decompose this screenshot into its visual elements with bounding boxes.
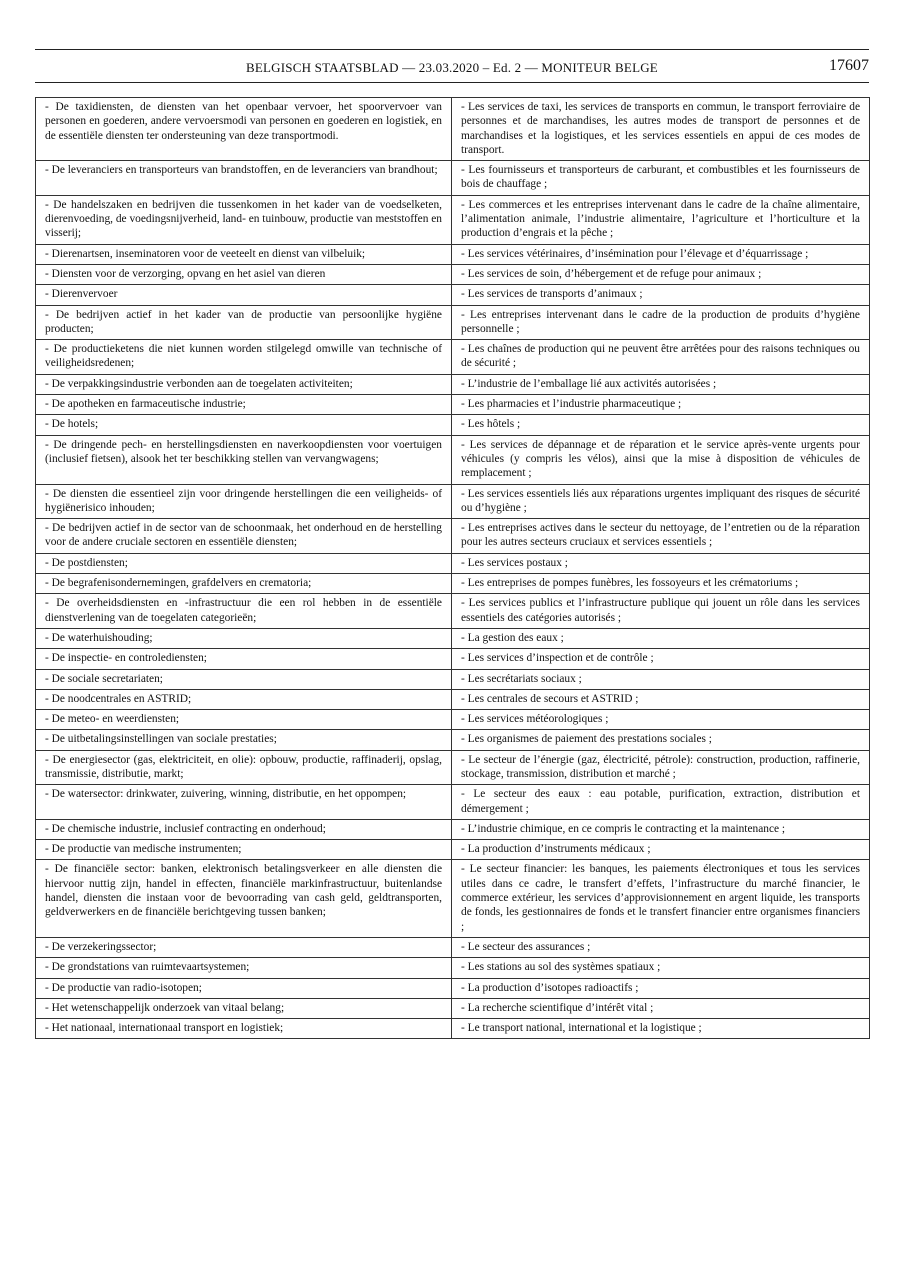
table-row	[36, 195, 870, 244]
table-row	[36, 264, 870, 284]
table-row	[36, 860, 870, 937]
dutch-cell: - De financiële sector: banken, elektronisch betalingsverkeer en alle diensten die hiervoor nuttig zijn, handel in effecten, financiële markinfrastructuur, buitenlandse handel, diensten die instaan voor de bevoorrading van cash geld, geldtransporten, geldverwerkers en de financiële berichtgeving tussen banken;	[36, 860, 452, 937]
french-cell: - Les hôtels ;	[452, 415, 870, 435]
table-row	[36, 374, 870, 394]
header-top-rule	[35, 49, 869, 50]
dutch-cell: - De productie van medische instrumenten;	[36, 840, 452, 860]
french-cell: - L’industrie de l’emballage lié aux activités autorisées ;	[452, 374, 870, 394]
table-row	[36, 840, 870, 860]
french-cell: - Les commerces et les entreprises intervenant dans le cadre de la chaîne alimentaire, l’alimentation animale, l’industrie alimentaire, l’agriculture et l’horticulture et la production d’engrais et la pêche ;	[452, 195, 870, 244]
dutch-cell: - De leveranciers en transporteurs van brandstoffen, en de leveranciers van brandhout;	[36, 161, 452, 196]
header-title: BELGISCH STAATSBLAD — 23.03.2020 – Ed. 2 — MONITEUR BELGE	[246, 60, 658, 75]
french-cell: - Les entreprises intervenant dans le cadre de la production de produits d’hygiène personnelle ;	[452, 305, 870, 340]
dutch-cell: - De overheidsdiensten en -infrastructuur die een rol hebben in de essentiële dienstverlening van de toegelaten categorieën;	[36, 594, 452, 629]
dutch-cell: - De noodcentrales en ASTRID;	[36, 689, 452, 709]
french-cell: - Les services de soin, d’hébergement et de refuge pour animaux ;	[452, 264, 870, 284]
dutch-cell: - De energiesector (gas, elektriciteit, en olie): opbouw, productie, raffinaderij, opslag, transmissie, distributie, markt;	[36, 750, 452, 785]
table-row	[36, 1019, 870, 1039]
table-row	[36, 415, 870, 435]
french-cell: - L’industrie chimique, en ce compris le contracting et la maintenance ;	[452, 819, 870, 839]
dutch-cell: - Het nationaal, internationaal transport en logistiek;	[36, 1019, 452, 1039]
french-cell: - Les services d’inspection et de contrôle ;	[452, 649, 870, 669]
table-row	[36, 553, 870, 573]
french-cell: - Les services de taxi, les services de transports en commun, le transport ferroviaire de personnes et de marchandises, les autres modes de transport de personnes et de marchandises et la logistiques, et les services essentiels en appui de ces modes de transport.	[452, 98, 870, 161]
dutch-cell: - De uitbetalingsinstellingen van sociale prestaties;	[36, 730, 452, 750]
dutch-cell: - De verzekeringssector;	[36, 937, 452, 957]
dutch-cell: - Dierenvervoer	[36, 285, 452, 305]
french-cell: - Les entreprises de pompes funèbres, les fossoyeurs et les crématoriums ;	[452, 574, 870, 594]
french-cell: - Les secrétariats sociaux ;	[452, 669, 870, 689]
dutch-cell: - Dierenartsen, inseminatoren voor de veeteelt en dienst van vilbeluik;	[36, 244, 452, 264]
french-cell: - Le secteur des eaux : eau potable, purification, extraction, distribution et démergement ;	[452, 785, 870, 820]
dutch-cell: - De waterhuishouding;	[36, 628, 452, 648]
dutch-cell: - De hotels;	[36, 415, 452, 435]
dutch-cell: - De diensten die essentieel zijn voor dringende herstellingen die een veiligheids- of hygiënerisico inhouden;	[36, 484, 452, 519]
table-row	[36, 819, 870, 839]
dutch-cell: - De handelszaken en bedrijven die tussenkomen in het kader van de voedselketen, dierenvoeding, de voedingsnijverheid, land- en tuinbouw, productie van meststoffen en visserij;	[36, 195, 452, 244]
table-row	[36, 594, 870, 629]
french-cell: - Le secteur des assurances ;	[452, 937, 870, 957]
table-row	[36, 978, 870, 998]
french-cell: - Le secteur de l’énergie (gaz, électricité, pétrole): construction, production, raffinerie, stockage, transmission, distribution et marché ;	[452, 750, 870, 785]
dutch-cell: - De postdiensten;	[36, 553, 452, 573]
table-row	[36, 519, 870, 554]
table-row	[36, 710, 870, 730]
french-cell: - Les organismes de paiement des prestations sociales ;	[452, 730, 870, 750]
table-row	[36, 937, 870, 957]
dutch-cell: - De dringende pech- en herstellingsdiensten en naverkoopdiensten voor voertuigen (inclusief fietsen), alsook het ter beschikking stellen van vervangwagens;	[36, 435, 452, 484]
french-cell: - Les stations au sol des systèmes spatiaux ;	[452, 958, 870, 978]
french-cell: - Les entreprises actives dans le secteur du nettoyage, de l’entretien ou de la réparation pour les autres secteurs cruciaux et services essentiels ;	[452, 519, 870, 554]
table-row	[36, 785, 870, 820]
table-row	[36, 340, 870, 375]
dutch-cell: - De chemische industrie, inclusief contracting en onderhoud;	[36, 819, 452, 839]
dutch-cell: - De bedrijven actief in de sector van de schoonmaak, het onderhoud en de herstelling voor de andere cruciale sectoren en essentiële diensten;	[36, 519, 452, 554]
table-row	[36, 574, 870, 594]
dutch-cell: - De sociale secretariaten;	[36, 669, 452, 689]
dutch-cell: - De verpakkingsindustrie verbonden aan de toegelaten activiteiten;	[36, 374, 452, 394]
table-row	[36, 958, 870, 978]
french-cell: - Le secteur financier: les banques, les paiements électroniques et tous les services utiles dans ce cadre, le transfert d’effets, l’infrastructure du marché financier, le commerce extérieur, les services d’approvisionnement en argent liquide, les transports de fonds, les gestionnaires de fonds et le transfert financier entre organismes financiers ;	[452, 860, 870, 937]
table-row	[36, 628, 870, 648]
header-bottom-rule	[35, 82, 869, 83]
french-cell: - Le transport national, international et la logistique ;	[452, 1019, 870, 1039]
bilingual-table	[35, 97, 870, 1039]
table-row	[36, 649, 870, 669]
french-cell: - Les services publics et l’infrastructure publique qui jouent un rôle dans les services essentiels des catégories autorisés ;	[452, 594, 870, 629]
dutch-cell: - Het wetenschappelijk onderzoek van vitaal belang;	[36, 998, 452, 1018]
dutch-cell: - De productieketens die niet kunnen worden stilgelegd omwille van technische of veiligheidsredenen;	[36, 340, 452, 375]
french-cell: - Les fournisseurs et transporteurs de carburant, et combustibles et les fournisseurs de bois de chauffage ;	[452, 161, 870, 196]
table-row	[36, 669, 870, 689]
dutch-cell: - Diensten voor de verzorging, opvang en het asiel van dieren	[36, 264, 452, 284]
table-row	[36, 689, 870, 709]
table-body	[36, 98, 870, 1039]
french-cell: - Les services postaux ;	[452, 553, 870, 573]
table-row	[36, 244, 870, 264]
page-number: 17607	[829, 57, 869, 74]
french-cell: - La recherche scientifique d’intérêt vital ;	[452, 998, 870, 1018]
table-row	[36, 305, 870, 340]
dutch-cell: - De apotheken en farmaceutische industrie;	[36, 395, 452, 415]
dutch-cell: - De inspectie- en controlediensten;	[36, 649, 452, 669]
dutch-cell: - De watersector: drinkwater, zuivering, winning, distributie, en het oppompen;	[36, 785, 452, 820]
french-cell: - Les services de dépannage et de réparation et le service après-vente urgents pour véhicules (y compris les vélos), ainsi que la mise à disposition de véhicules de remplacement ;	[452, 435, 870, 484]
dutch-cell: - De grondstations van ruimtevaartsystemen;	[36, 958, 452, 978]
french-cell: - Les services météorologiques ;	[452, 710, 870, 730]
french-cell: - La production d’instruments médicaux ;	[452, 840, 870, 860]
dutch-cell: - De taxidiensten, de diensten van het openbaar vervoer, het spoorvervoer van personen en goederen, andere vervoersmodi van personen en goederen en logistiek, en de essentiële diensten ter ondersteuning van deze transportmodi.	[36, 98, 452, 161]
dutch-cell: - De productie van radio-isotopen;	[36, 978, 452, 998]
dutch-cell: - De meteo- en weerdiensten;	[36, 710, 452, 730]
french-cell: - Les services vétérinaires, d’insémination pour l’élevage et d’équarrissage ;	[452, 244, 870, 264]
table-row	[36, 435, 870, 484]
table-row	[36, 161, 870, 196]
french-cell: - La gestion des eaux ;	[452, 628, 870, 648]
french-cell: - Les services de transports d’animaux ;	[452, 285, 870, 305]
table-row	[36, 484, 870, 519]
french-cell: - Les pharmacies et l’industrie pharmaceutique ;	[452, 395, 870, 415]
dutch-cell: - De begrafenisondernemingen, grafdelvers en crematoria;	[36, 574, 452, 594]
french-cell: - Les chaînes de production qui ne peuvent être arrêtées pour des raisons techniques ou de sécurité ;	[452, 340, 870, 375]
french-cell: - Les services essentiels liés aux réparations urgentes impliquant des risques de sécurité ou d’hygiène ;	[452, 484, 870, 519]
table-row	[36, 395, 870, 415]
dutch-cell: - De bedrijven actief in het kader van de productie van persoonlijke hygiëne producten;	[36, 305, 452, 340]
table-row	[36, 98, 870, 161]
table-row	[36, 750, 870, 785]
french-cell: - La production d’isotopes radioactifs ;	[452, 978, 870, 998]
table-row	[36, 730, 870, 750]
table-row	[36, 998, 870, 1018]
table-row	[36, 285, 870, 305]
french-cell: - Les centrales de secours et ASTRID ;	[452, 689, 870, 709]
